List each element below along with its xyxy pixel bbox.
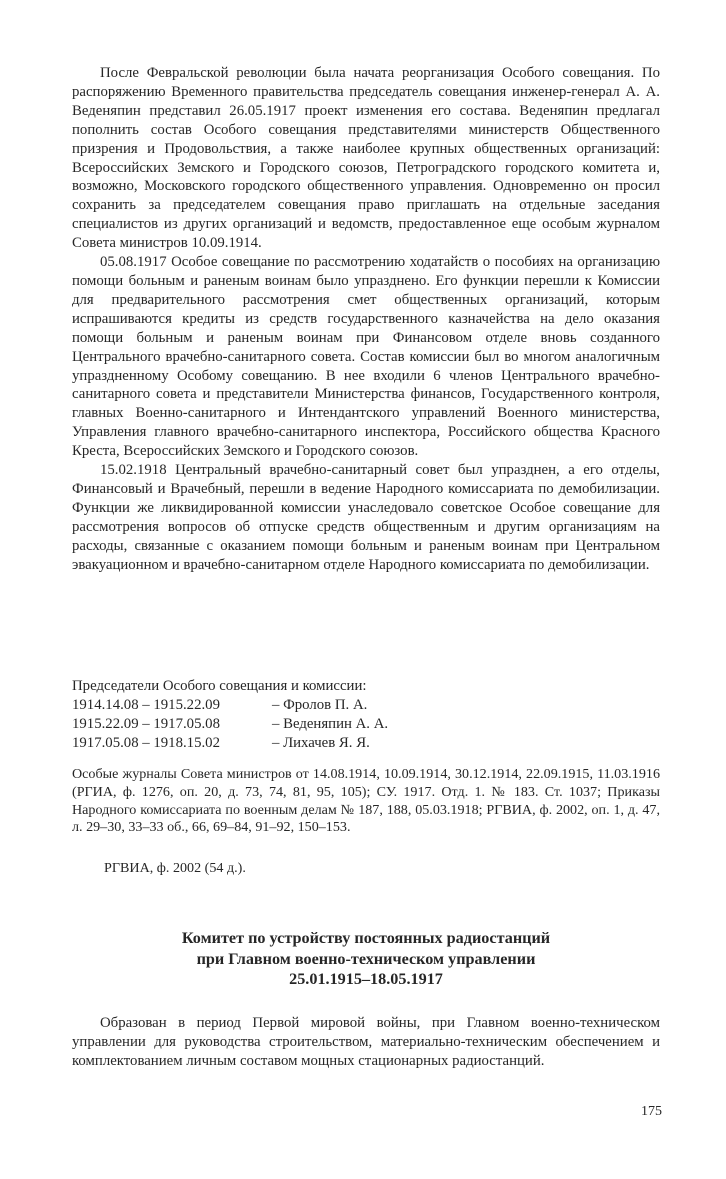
chair-dates: 1917.05.08 – 1918.15.02 bbox=[72, 734, 220, 751]
section-heading bbox=[72, 928, 660, 990]
paragraph-reorganization: После Февральской революции была начата реорганизация Особого совещания. По распоряжению Временного правительства председатель совещания инженер-генерал А. А. Веденяпин представил 26.05.1917 проект изменения его состава. Веденяпин предлагал пополнить состав Особого совещания представителями министерств Общественного призрения и Продовольствия, а также наиболее крупных общественных организаций: Всероссийских Земского и Городского союзов, Петроградского городского комитета и, возможно, Московского городского общественного управления. Одновременно он просил сохранить за председателем совещания право приглашать на отдельные заседания специалистов из других организаций и ведомств, предоставленное еще особым журналом Совета министров 10.09.1914. bbox=[72, 65, 660, 252]
section-title-line2: при Главном военно-техническом управлении bbox=[196, 949, 536, 968]
section-dates: 25.01.1915–18.05.1917 bbox=[289, 970, 443, 988]
chair-name: – Фролов П. А. bbox=[272, 696, 368, 713]
main-text bbox=[72, 64, 660, 574]
chair-row bbox=[72, 715, 660, 734]
fund-reference: РГВИА, ф. 2002 (54 д.). bbox=[104, 860, 246, 876]
chair-dates: 1915.22.09 – 1917.05.08 bbox=[72, 715, 220, 732]
section-title-line1: Комитет по устройству постоянных радиостанций bbox=[181, 929, 551, 947]
chair-dates: 1914.14.08 – 1915.22.09 bbox=[72, 696, 220, 713]
chair-name: – Веденяпин А. А. bbox=[272, 715, 389, 732]
sources-block bbox=[72, 766, 660, 837]
fund-block bbox=[72, 860, 660, 878]
paragraph-abolition: 05.08.1917 Особое совещание по рассмотрению ходатайств о пособиях на организацию помощи больным и раненым воинам было упразднено. Его функции перешли к Комиссии для предварительного рассмотрения смет общественных организаций, которым испрашиваются кредиты из средств государственного казначейства на дело оказания помощи больным и раненым воинам при Финансовом отделе вновь созданного Центрального врачебно-санитарного совета. Состав комиссии был во многом аналогичным упраздненному Особому совещанию. В нее входили 6 членов Центрального врачебно-санитарного совета и представители Министерства финансов, Государственного контроля, главных Военно-санитарного и Интендантского управлений Военного министерства, Управления главного врачебно-санитарного инспектора, Российского общества Красного Креста, Всероссийских Земского и Городского союзов. bbox=[72, 254, 660, 460]
chair-row bbox=[72, 734, 660, 753]
page-number: 175 bbox=[641, 1104, 662, 1119]
section-body bbox=[72, 1014, 660, 1071]
chairs-title: Председатели Особого совещания и комиссии: bbox=[72, 678, 367, 694]
chairs-list bbox=[72, 677, 660, 753]
chair-name: – Лихачев Я. Я. bbox=[272, 734, 370, 751]
paragraph-transfer: 15.02.1918 Центральный врачебно-санитарный совет был упразднен, а его отделы, Финансовый и Врачебный, перешли в ведение Народного комиссариата по демобилизации. Функции же ликвидированной комиссии унаследовало советское Особое совещание для рассмотрения вопросов об отпуске средств общественным и другим организациям на расходы, связанные с оказанием помощи больным и раненым воинам при Центральном эвакуационном и врачебно-санитарном отделе Народного комиссариата по демобилизации. bbox=[72, 462, 660, 573]
chair-row bbox=[72, 696, 660, 715]
section-text: Образован в период Первой мировой войны, при Главном военно-техническом управлении для руководства строительством, материально-техническим обеспечением и комплектованием личным составом мощных стационарных радиостанций. bbox=[72, 1015, 660, 1069]
sources-text: Особые журналы Совета министров от 14.08.1914, 10.09.1914, 30.12.1914, 22.09.1915, 11.03.1916 (РГИА, ф. 1276, оп. 20, д. 73, 74, 81, 95, 105); СУ. 1917. Отд. 1. № 183. Ст. 1037; Приказы Народного комиссариата по военным делам № 187, 188, 05.03.1918; РГВИА, ф. 2002, оп. 1, д. 47, л. 29–30, 33–33 об., 66, 69–84, 91–92, 150–153. bbox=[72, 766, 660, 836]
